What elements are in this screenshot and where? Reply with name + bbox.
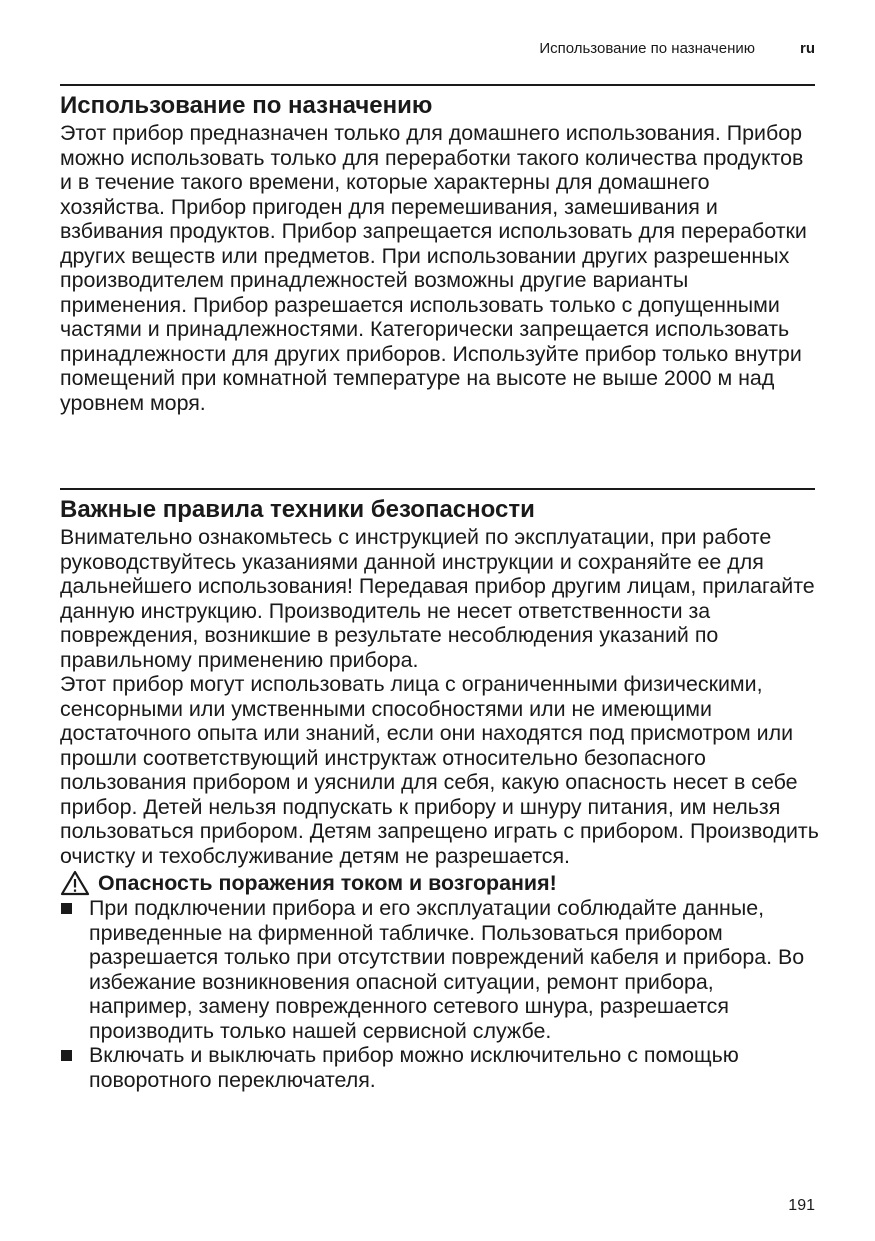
warning-triangle-icon: [60, 870, 90, 896]
section-divider: [60, 84, 815, 86]
language-code: ru: [800, 40, 815, 57]
section-safety-rules: [60, 495, 820, 1092]
warning-title: Опасность поражения током и возгорания!: [98, 871, 557, 895]
intended-use-paragraph: Этот прибор предназначен только для домашнего использования. Прибор можно использовать только для переработки такого количества продуктов и в течение такого времени, которые характерны для домашнего хозяйства. Прибор пригоден для перемешивания, замешивания и взбивания продуктов. Прибор запрещается использовать для переработки других веществ или предметов. При использовании других разрешенных производителем принадлежностей возможны другие варианты применения. Прибор разрешается использовать только с допущенными частями и принадлежностями. Категорически запрещается использовать принадлежности для других приборов. Используйте прибор только внутри помещений при комнатной температуре на высоте не выше 2000 м над уровнем моря.: [60, 121, 807, 415]
bullet-square-icon: [61, 1050, 72, 1061]
section-intended-use: [60, 91, 820, 415]
page-header: [60, 40, 815, 62]
list-item: [60, 1043, 820, 1092]
section-title: Важные правила техники безопасности: [60, 496, 535, 523]
page-number: 191: [788, 1197, 815, 1214]
list-item-text: При подключении прибора и его эксплуатации соблюдайте данные, приведенные на фирменной табличке. Пользоваться прибором разрешается только при отсутствии повреждений кабеля и прибора. Во избежание возникновения опасной ситуации, ремонт прибора, например, замену поврежденного сетевого шнура, разрешается производить только нашей сервисной службе.: [89, 896, 805, 1043]
bullet-square-icon: [61, 903, 72, 914]
list-item-text: Включать и выключать прибор можно исключительно с помощью поворотного переключателя.: [89, 1043, 739, 1092]
safety-paragraph: Внимательно ознакомьтесь с инструкцией по эксплуатации, при работе руководствуйтесь указаниями данной инструкции и сохраняйте ее для дальнейшего использования! Передавая прибор другим лицам, прилагайте данную инструкцию. Производитель не несет ответственности за повреждения, возникшие в результате несоблюдения указаний по правильному применению прибора.: [60, 525, 815, 672]
list-item: [60, 896, 820, 1043]
section-divider: [60, 488, 815, 490]
warning-list: [60, 896, 820, 1092]
section-title: Использование по назначению: [60, 92, 433, 119]
warning-heading: [60, 870, 820, 896]
safety-paragraph: Этот прибор могут использовать лица с ограниченными физическими, сенсорными или умственными способностями или не имеющими достаточного опыта или знаний, если они находятся под присмотром или прошли соответствующий инструктаж относительно безопасного пользования прибором и уяснили для себя, какую опасность несет в себе прибор. Детей нельзя подпускать к прибору и шнуру питания, им нельзя пользоваться прибором. Детям запрещено играть с прибором. Производить очистку и техобслуживание детям не разрешается.: [60, 672, 819, 868]
running-title: Использование по назначению: [539, 40, 755, 57]
